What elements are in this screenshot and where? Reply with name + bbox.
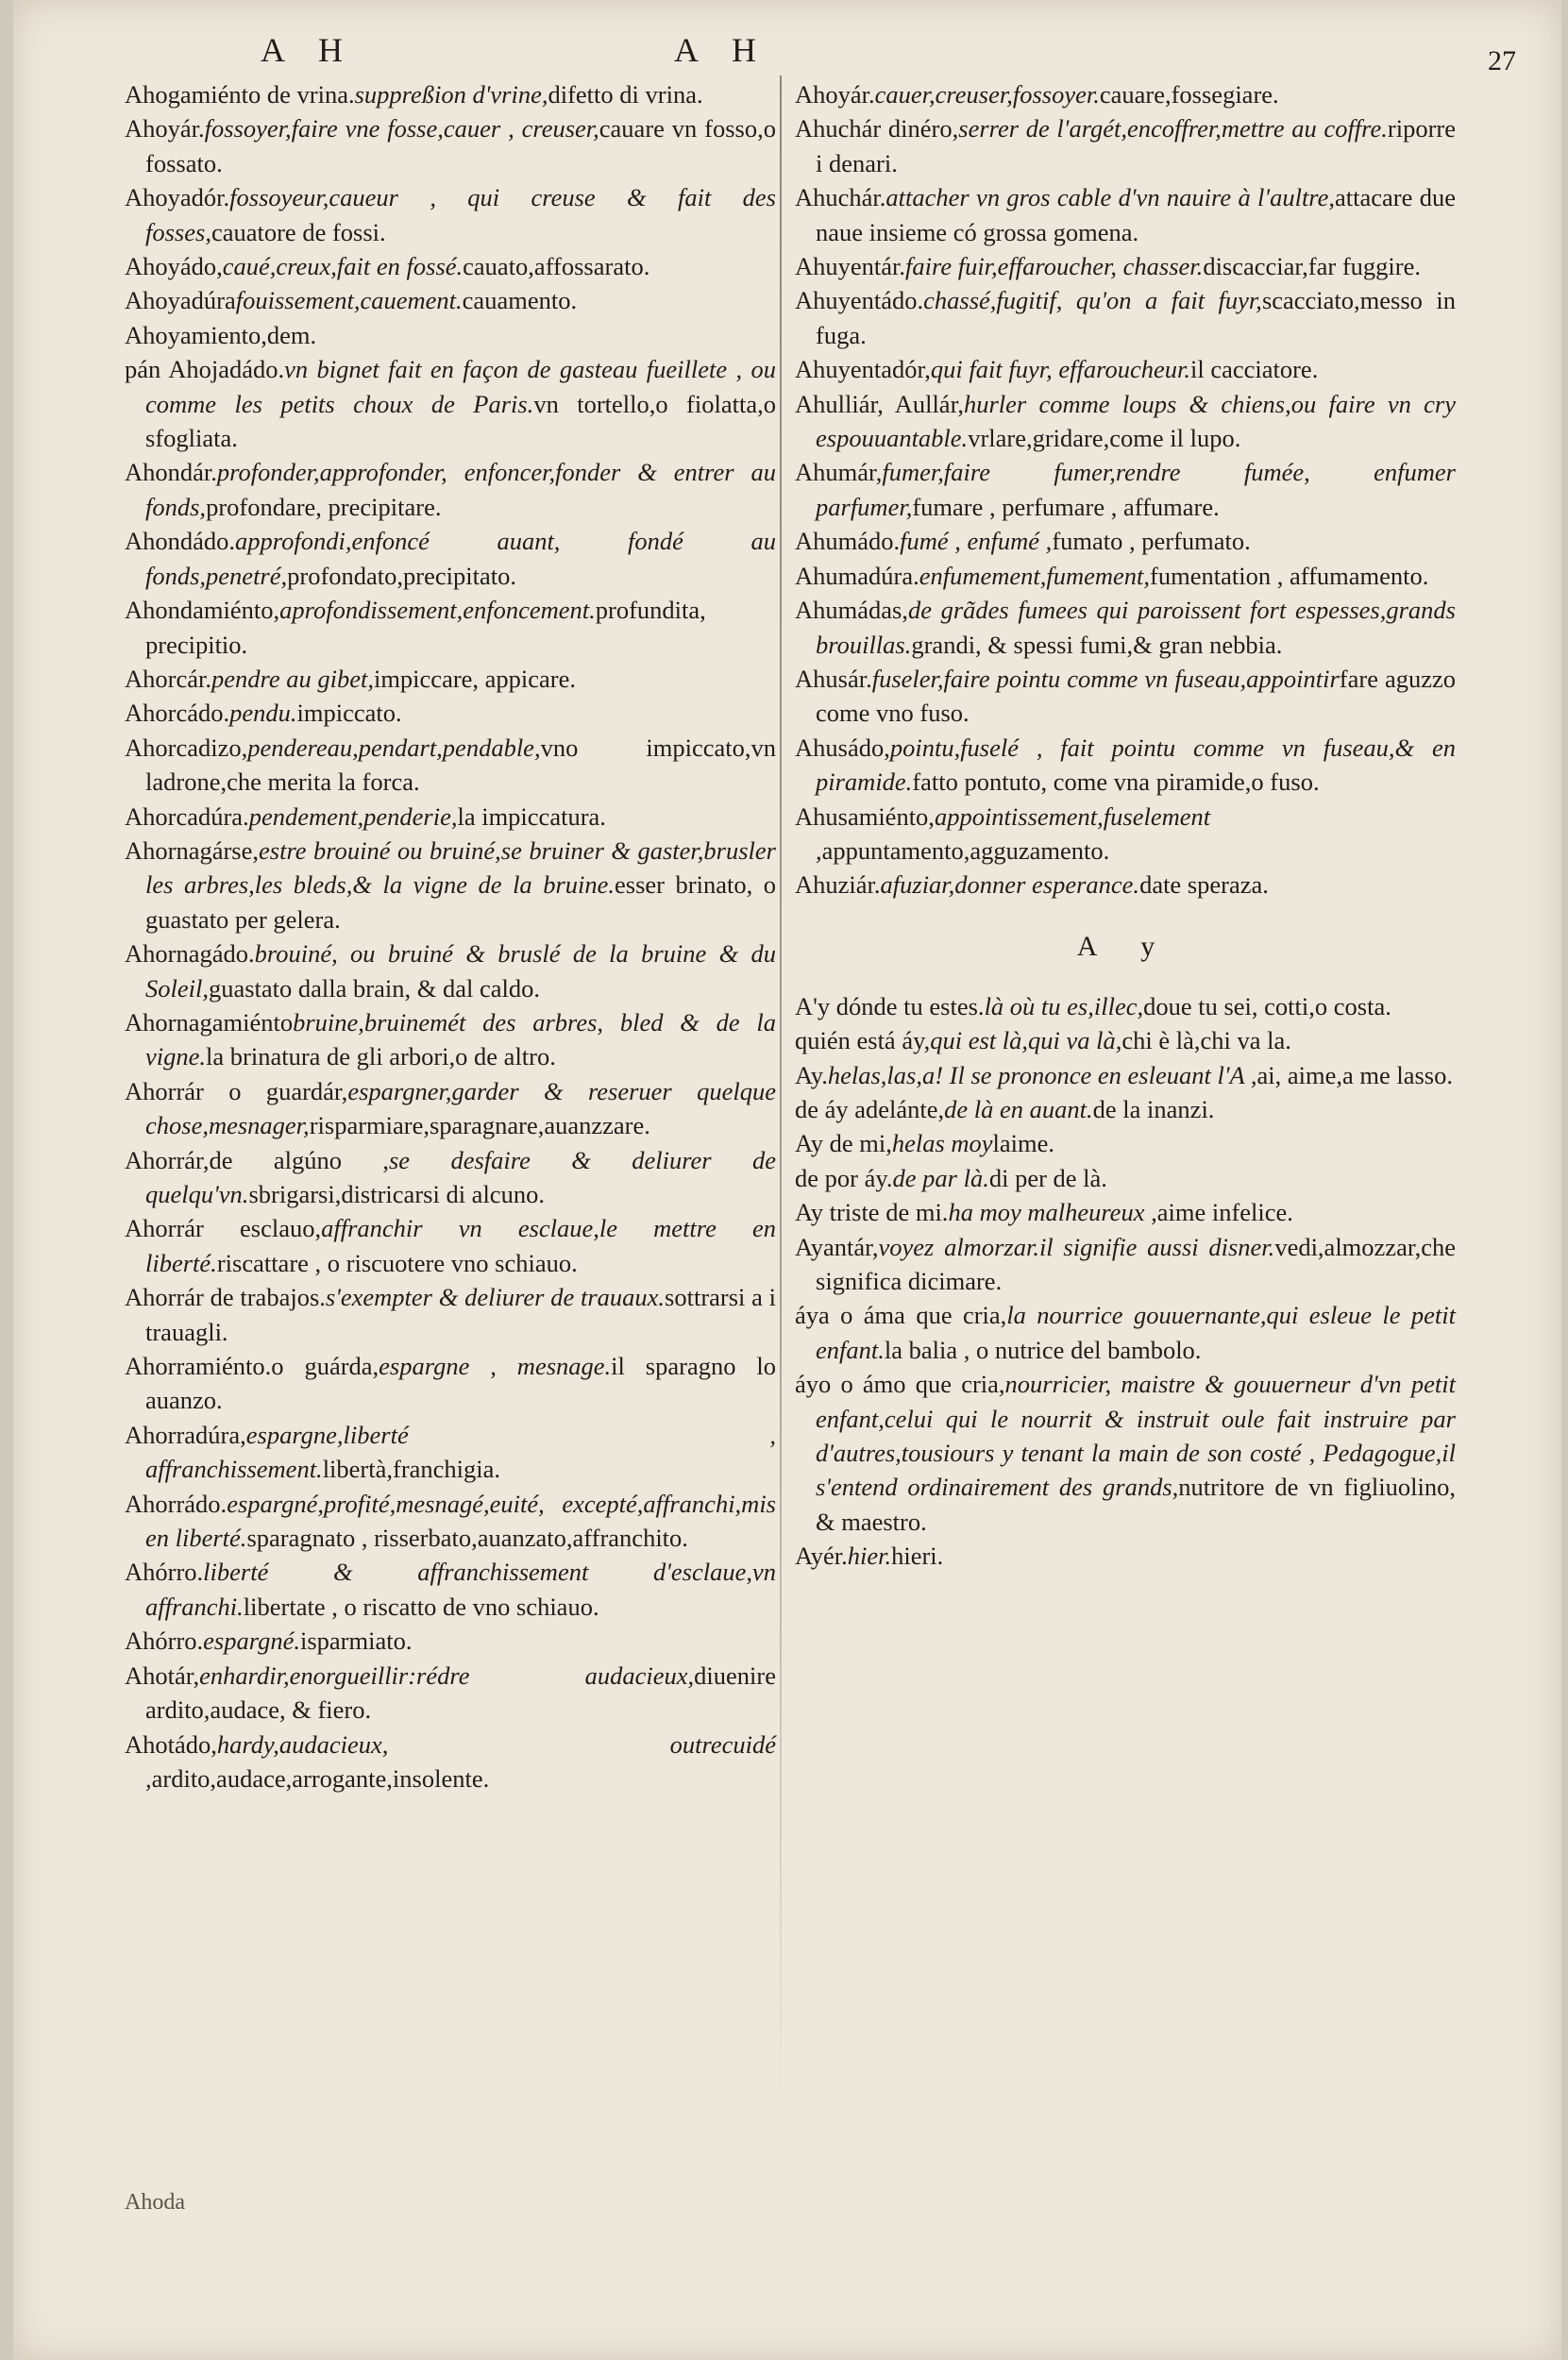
headword: de áy adelánte, [795,1094,945,1123]
dictionary-entry [125,696,776,730]
french-gloss: nourricier, maistre & gouuerneur d'vn petit enfant,celui qui le nourrit & instruit oule fait instruire par d'autres,tousiours y tenant la main de son costé , Pedagogue,il s'entend ordinairement des grands, [816,1370,1456,1502]
right-column-entries-bottom [795,989,1456,1574]
headword: Ahornagárse, [125,835,260,865]
dictionary-entry [795,559,1456,593]
french-gloss: espargne , mesnage. [379,1352,612,1381]
french-gloss: pointu,fuselé , fait pointu comme vn fuseau,& en piramide. [816,733,1456,797]
headword: Ahusár. [795,664,872,693]
italian-gloss: sparagnato , risserbato,auanzato,affranchito. [246,1524,688,1553]
dictionary-entry [125,936,776,1005]
french-gloss: hier. [847,1542,892,1571]
headword: Ahorrár esclauo, [125,1214,322,1243]
dictionary-entry [795,111,1456,180]
french-gloss: espargne,liberté , affranchissement. [145,1420,776,1484]
dictionary-entry [125,1659,776,1728]
french-gloss: espargné. [203,1627,300,1656]
headword: Ahorcádo. [125,699,230,728]
dictionary-entry [125,731,776,800]
dictionary-entry [795,352,1456,386]
dictionary-entry [125,180,776,249]
dictionary-entry [125,524,776,593]
dictionary-entry [125,1143,776,1212]
dictionary-entry [125,111,776,180]
dictionary-entry [795,868,1456,902]
italian-gloss: guastato dalla brain, & dal caldo. [208,973,540,1003]
italian-gloss: cauatore de fossi. [211,217,386,246]
headword: Ahuyentár. [795,252,906,281]
italian-gloss: isparmiato. [299,1627,413,1656]
headword: Ahoyadór. [125,183,230,212]
dictionary-entry [125,1418,776,1487]
headword: quién está áy, [795,1026,931,1055]
headword: Ahoyadúra [125,286,236,315]
french-gloss: fuseler,faire pointu comme vn fuseau,appointir [871,664,1340,693]
italian-gloss: difetto di vrina. [548,80,703,109]
italian-gloss: laime. [992,1129,1055,1158]
catchword: Ahoda [125,2190,185,2215]
italian-gloss: nutritore de vn figliuolino, & maestro. [816,1473,1456,1536]
italian-gloss: fumentation , affumamento. [1150,561,1429,590]
headword: Ahorrár,de algúno , [125,1145,389,1174]
dictionary-entry [125,834,776,936]
french-gloss: attacher vn gros cable d'vn nauire à l'aultre, [885,183,1336,212]
italian-gloss: date speraza. [1139,870,1269,900]
dictionary-entry [125,455,776,524]
headword: Ahusamiénto, [795,801,935,831]
french-gloss: pendu. [229,699,297,728]
italian-gloss: discacciar,far fuggire. [1203,252,1421,281]
right-running-head: A H [674,31,770,69]
french-gloss: fumé , enfumé , [900,527,1053,556]
dictionary-entry [795,77,1456,111]
italian-gloss: aime infelice. [1156,1198,1293,1227]
dictionary-entry [125,1074,776,1143]
headword: Ahoyár. [795,80,875,109]
dictionary-entry [125,1280,776,1349]
french-gloss: profonder,approfonder, enfoncer,fonder & entrer au fonds, [145,458,776,521]
italian-gloss: impiccare, appicare. [373,664,577,693]
french-gloss: hurler comme loups & chiens,ou faire vn cry espouuantable. [816,389,1456,453]
headword: Ahuziár. [795,870,881,900]
french-gloss: fumer,faire fumer,rendre fumée, enfumer parfumer, [816,458,1456,521]
french-gloss: serrer de l'argét,encoffrer,mettre au coffre. [958,114,1388,143]
headword: Ahotádo, [125,1729,217,1759]
french-gloss: de par là. [892,1163,989,1192]
dictionary-entry [795,593,1456,662]
italian-gloss: la balia , o nutrice del bambolo. [884,1335,1202,1364]
dictionary-entry [125,1728,776,1796]
dictionary-entry [125,662,776,696]
headword: Ahorrár de trabajos. [125,1283,326,1312]
headword: Ahorcár. [125,664,211,693]
french-gloss: hardy,audacieux, outrecuidé , [145,1729,776,1793]
dictionary-entry [125,1555,776,1624]
italian-gloss: chi è là,chi va la. [1121,1026,1291,1055]
french-gloss: pendement,penderie, [248,801,458,831]
dictionary-entry [795,1539,1456,1573]
headword: áyo o ámo que cria, [795,1370,1005,1399]
italian-gloss: attacare due naue insieme có grossa gomena. [816,183,1456,246]
italian-gloss: risparmiare,sparagnare,auanzzare. [309,1111,650,1140]
headword: Ahulliár, Aullár, [795,389,964,418]
headword: Ahuyentádo. [795,286,924,315]
dictionary-entry [125,1005,776,1074]
italian-gloss: il sparagno lo auanzo. [145,1352,776,1415]
french-gloss: appointissement,fuselement , [816,801,1211,865]
italian-gloss: libertà,franchigia. [322,1455,501,1484]
french-gloss: approfondi,enfoncé auant, fondé au fonds,penetré, [145,527,776,590]
headword: Ahumádo. [795,527,901,556]
headword: Ahondamiénto, [125,596,280,625]
dictionary-entry [795,249,1456,283]
dictionary-entry [795,731,1456,800]
french-gloss: enhardir,enorgueillir:rédre audacieux, [199,1660,695,1690]
headword: Ahoyamiento, [125,320,267,349]
headword: Ahuchár. [795,183,886,212]
dictionary-entry [125,283,776,317]
headword: A'y dónde tu estes. [795,991,985,1020]
dictionary-entry [795,989,1456,1023]
dictionary-entry [795,180,1456,249]
headword: Ahotár, [125,1660,200,1690]
italian-gloss: fare aguzzo come vno fuso. [816,664,1456,728]
italian-gloss: profundita, precipitio. [145,596,706,659]
french-gloss: liberté & affranchissement d'esclaue,vn affranchi. [145,1558,776,1621]
headword: áya o áma que cria, [795,1301,1007,1330]
italian-gloss: la impiccatura. [457,801,606,831]
french-gloss: s'exempter & deliurer de trauaux. [325,1283,666,1312]
dictionary-entry [795,1092,1456,1126]
italian-gloss: impiccato. [296,699,402,728]
headword: Ay de mi, [795,1129,892,1158]
italian-gloss: doue tu sei, cotti,o costa. [1143,991,1391,1020]
dictionary-entry [795,800,1456,868]
french-gloss: bruine,bruinemét des arbres, bled & de la vigne. [145,1007,776,1071]
dictionary-entry [125,800,776,834]
headword: Ayér. [795,1542,848,1571]
headword: Ahornagamiénto [125,1007,294,1037]
dictionary-entry [795,283,1456,352]
italian-gloss: libertate , o riscatto de vno schiauo. [243,1592,599,1621]
headword: Ay. [795,1060,828,1089]
italian-gloss: diuenire ardito,audace, & fiero. [145,1660,776,1725]
dictionary-entry [795,1058,1456,1092]
italian-gloss: esser brinato, o guastato per gelera. [145,870,776,934]
french-gloss: helas moy [891,1129,993,1158]
italian-gloss: vno impiccato,vn ladrone,che merita la forca. [145,733,776,797]
dictionary-entry [795,1126,1456,1160]
dictionary-entry [125,352,776,455]
italian-gloss: cauamento. [462,286,578,315]
italian-gloss: fumare , perfumare , affumare. [912,492,1220,521]
italian-gloss: vrlare,gridare,come il lupo. [968,424,1241,453]
right-column-entries-top [795,77,1456,902]
dictionary-entry [125,77,776,111]
italian-gloss: grandi, & spessi fumi,& gran nebbia. [911,630,1283,659]
italian-gloss: de la inanzi. [1092,1094,1215,1123]
italian-gloss: la brinatura de gli arbori,o de altro. [206,1042,556,1071]
italian-gloss: fatto pontuto, come vna piramide,o fuso. [912,767,1320,797]
dictionary-entry [795,524,1456,558]
dictionary-entry [125,1211,776,1280]
headword: Ahoyár. [125,114,205,143]
headword: Ayantár, [795,1232,879,1261]
french-gloss: aprofondissement,enfoncement. [279,596,596,625]
italian-gloss: cauare vn fosso,o fossato. [145,114,776,177]
italian-gloss: sottrarsi a i trauagli. [145,1283,777,1346]
dictionary-entry [125,318,776,352]
french-gloss: afuziar,donner esperance. [880,870,1140,900]
italian-gloss: scacciato,messo in fuga. [816,286,1457,349]
headword: Ahuyentadór, [795,355,931,384]
italian-gloss: fumato , perfumato. [1052,527,1251,556]
column-divider [780,76,782,2105]
italian-gloss: cauare,fossegiare. [1099,80,1279,109]
french-gloss: pendereau,pendart,pendable, [247,733,541,762]
dictionary-entry [795,1023,1456,1057]
headword: Ahusádo, [795,733,890,762]
italian-gloss: sbrigarsi,districarsi di alcuno. [248,1180,545,1208]
french-gloss: de là en auant. [944,1094,1093,1123]
headword: Ahorramiénto.o guárda, [125,1352,379,1381]
dictionary-entry [795,1298,1456,1367]
dictionary-entry [795,387,1456,456]
italian-gloss: vedi,almozzar,che significa dicimare. [816,1232,1456,1295]
headword: Ahumádas, [795,596,908,625]
french-gloss: fouissement,cauement. [235,286,463,315]
dictionary-entry [795,1195,1456,1229]
headword: Ay triste de mi. [795,1198,949,1227]
dictionary-page [13,0,1561,2360]
french-gloss: cauer,creuser,fossoyer. [874,80,1100,109]
headword: Ahorrádo. [125,1489,228,1518]
headword: Ahuchár dinéro, [795,114,959,143]
dictionary-entry [795,1367,1456,1539]
dictionary-entry [125,249,776,283]
italian-gloss: riporre i denari. [816,114,1456,177]
section-heading: A y [1076,930,1174,962]
french-gloss: faire fuir,effaroucher, chasser. [905,252,1204,281]
right-column [795,77,1456,1574]
italian-gloss: appuntamento,agguzamento. [821,835,1110,865]
french-gloss: vn bignet fait en façon de gasteau fueillete , ou comme les petits choux de Paris. [145,355,776,418]
dictionary-entry [125,1487,776,1556]
french-gloss: fossoyer,faire vne fosse,cauer , creuser, [204,114,599,143]
french-gloss: suppreßion d'vrine, [354,80,548,109]
headword: Ahumadúra. [795,561,919,590]
dictionary-entry [125,1624,776,1658]
french-gloss: estre brouiné ou bruiné,se bruiner & gaster,brusler les arbres,les bleds,& la vigne de la bruine. [145,835,776,900]
headword: Ahórro. [125,1558,204,1587]
headword: Ahondádo. [125,527,236,556]
headword: Ahorrár o guardár, [125,1076,348,1105]
french-gloss: brouiné, ou bruiné & bruslé de la bruine & du Soleil, [145,939,776,1003]
french-gloss: chassé,fugitif, qu'on a fait fuyr, [923,286,1262,315]
french-gloss: ha moy malheureux , [948,1198,1157,1227]
headword: pán Ahojadádo. [125,355,285,384]
headword: Ahorradúra, [125,1420,246,1449]
french-gloss: espargner,garder & reseruer quelque chose,mesnager, [145,1076,776,1140]
italian-gloss: profondato,precipitato. [287,561,516,590]
headword: Ahórro. [125,1627,204,1656]
left-column [125,77,776,1795]
italian-gloss: di per de là. [988,1163,1107,1192]
french-gloss: voyez almorzar.il signifie aussi disner. [878,1232,1275,1261]
french-gloss: enfumement,fumement, [919,561,1151,590]
italian-gloss: vn tortello,o fiolatta,o sfogliata. [145,389,776,453]
italian-gloss: riscattare , o riscuotere vno schiauo. [216,1248,578,1277]
french-gloss: là où tu es,illec, [984,991,1144,1020]
dictionary-entry [795,1230,1456,1299]
headword: Ahorcadizo, [125,733,248,762]
italian-gloss: dem. [266,320,317,349]
headword: Ahogamiénto de vrina. [125,80,355,109]
dictionary-entry [125,1349,776,1418]
french-gloss: de grãdes fumees qui paroissent fort espesses,grands brouillas. [816,596,1456,659]
french-gloss: la nourrice gouuernante,qui esleue le petit enfant. [816,1301,1456,1364]
headword: de por áy. [795,1163,893,1192]
headword: Ahorcadúra. [125,801,249,831]
italian-gloss: hieri. [891,1542,944,1571]
italian-gloss: cauato,affossarato. [463,252,650,281]
dictionary-entry [795,455,1456,524]
french-gloss: fossoyeur,caueur , qui creuse & fait des fosses, [145,183,776,246]
headword: Ahumár, [795,458,883,487]
french-gloss: affranchir vn esclaue,le mettre en liberté. [145,1214,776,1277]
dictionary-entry [125,593,776,662]
french-gloss: qui fait fuyr, effaroucheur. [930,355,1190,384]
headword: Ahondár. [125,458,217,487]
headword: Ahoyádo, [125,252,223,281]
left-running-head: A H [261,31,357,69]
french-gloss: helas,las,a! Il se prononce en esleuant l'A , [827,1060,1257,1089]
headword: Ahornagádo. [125,939,255,969]
french-gloss: se desfaire & deliurer de quelqu'vn. [145,1145,777,1208]
dictionary-entry [795,1161,1456,1195]
french-gloss: caué,creux,fait en fossé. [222,252,464,281]
french-gloss: qui est là,qui va là, [930,1026,1122,1055]
italian-gloss: profondare, precipitare. [206,492,442,521]
french-gloss: espargné,profité,mesnagé,euité, excepté,affranchi,mis en liberté. [145,1489,776,1553]
italian-gloss: ai, aime,a me lasso. [1256,1060,1453,1089]
dictionary-entry [795,662,1456,731]
page-number: 27 [1488,45,1516,76]
italian-gloss: il cacciatore. [1189,355,1319,384]
italian-gloss: ardito,audace,arrogante,insolente. [151,1763,490,1793]
french-gloss: pendre au gibet, [211,664,374,693]
